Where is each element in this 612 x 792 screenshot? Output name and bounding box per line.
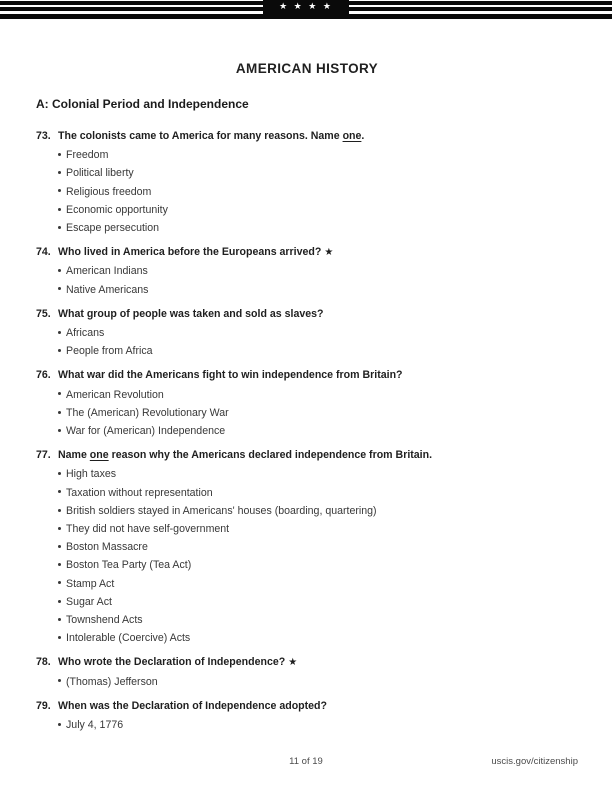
bullet-icon	[58, 472, 61, 475]
answer-text: British soldiers stayed in Americans' houses (boarding, quartering)	[66, 504, 377, 517]
question-text	[58, 305, 578, 324]
answer-item	[58, 538, 578, 556]
question-pre: What group of people was taken and sold as slaves?	[58, 307, 324, 320]
answer-item	[58, 386, 578, 404]
question-pre: When was the Declaration of Independence adopted?	[58, 699, 327, 712]
bullet-icon	[58, 287, 61, 290]
question-block-75	[36, 305, 578, 361]
question-block-74	[36, 243, 578, 299]
question-pre: Name	[58, 449, 90, 462]
answer-list	[36, 716, 578, 734]
underlined-word: one	[342, 130, 362, 142]
question-post: reason why the Americans declared independence from Britain.	[108, 449, 433, 462]
answer-item	[58, 342, 578, 360]
bullet-icon	[58, 331, 61, 334]
question-number: 74.	[36, 246, 51, 259]
answer-text: High taxes	[66, 468, 117, 481]
answer-list	[36, 465, 578, 647]
answer-item	[58, 201, 578, 219]
answer-text: Political liberty	[66, 167, 134, 180]
bullet-icon	[58, 189, 61, 192]
question-pre: What war did the Americans fight to win independence from Britain?	[58, 369, 403, 382]
answer-text: Townshend Acts	[66, 614, 143, 627]
bullet-icon	[58, 581, 61, 584]
answer-item	[58, 484, 578, 502]
question-pre: The colonists came to America for many reasons. Name	[58, 130, 343, 142]
answer-item	[58, 404, 578, 422]
question-number: 79.	[36, 699, 51, 712]
answer-item	[58, 422, 578, 440]
answer-text: Religious freedom	[66, 185, 152, 198]
question-post: .	[361, 130, 365, 142]
answer-text: Escape persecution	[66, 222, 160, 235]
answer-item	[58, 281, 578, 299]
answer-list	[36, 262, 578, 298]
answer-item	[58, 465, 578, 483]
question-number: 76.	[36, 369, 51, 382]
question-line	[36, 446, 578, 465]
question-line	[36, 243, 578, 262]
answer-item	[58, 502, 578, 520]
question-pre: Who lived in America before the Europeans arrived?	[58, 246, 322, 259]
question-number: 73.	[36, 130, 51, 142]
bullet-icon	[58, 723, 61, 726]
answer-text: Intolerable (Coercive) Acts	[66, 632, 191, 645]
answer-text: Boston Tea Party (Tea Act)	[66, 559, 192, 572]
question-block-73	[36, 127, 578, 237]
answer-item	[58, 556, 578, 574]
question-line	[36, 366, 578, 385]
question-number: 75.	[36, 307, 51, 320]
question-block-79	[36, 697, 578, 734]
answer-text: American Indians	[66, 265, 148, 278]
answer-item	[58, 673, 578, 691]
bullet-icon	[58, 509, 61, 512]
answer-item	[58, 575, 578, 593]
bullet-icon	[58, 392, 61, 395]
question-line	[36, 697, 578, 716]
answer-item	[58, 716, 578, 734]
question-pre: Who wrote the Declaration of Independence?	[58, 656, 286, 669]
bullet-icon	[58, 600, 61, 603]
stars-icon: ★ ★ ★ ★	[279, 1, 333, 11]
question-block-78	[36, 653, 578, 690]
answer-text: Economic opportunity	[66, 203, 168, 216]
answer-item	[58, 324, 578, 342]
page-number: 11 of 19	[289, 756, 323, 767]
answer-text: (Thomas) Jefferson	[66, 675, 158, 688]
answer-text: Freedom	[66, 149, 109, 162]
bullet-icon	[58, 545, 61, 548]
question-line	[36, 127, 578, 146]
flag-banner	[0, 0, 612, 19]
starred-question-icon: ★	[324, 247, 334, 259]
bullet-icon	[58, 618, 61, 621]
answer-list	[36, 386, 578, 441]
bullet-icon	[58, 490, 61, 493]
answer-text: War for (American) Independence	[66, 425, 226, 438]
answer-list	[36, 324, 578, 360]
answer-item	[58, 146, 578, 164]
answer-text: Taxation without representation	[66, 486, 213, 499]
answer-text: Sugar Act	[66, 595, 112, 608]
question-line	[36, 653, 578, 672]
question-number: 78.	[36, 656, 51, 669]
answer-item	[58, 219, 578, 237]
question-text	[58, 366, 578, 385]
bullet-icon	[58, 349, 61, 352]
question-text	[58, 697, 578, 716]
answer-item	[58, 164, 578, 182]
question-line	[36, 305, 578, 324]
answer-text: People from Africa	[66, 345, 153, 358]
answer-list	[36, 673, 578, 691]
bullet-icon	[58, 563, 61, 566]
answer-text: Native Americans	[66, 283, 149, 296]
question-number: 77.	[36, 449, 51, 462]
question-text	[58, 446, 578, 465]
page-footer	[0, 756, 612, 768]
bullet-icon	[58, 411, 61, 414]
website-link[interactable]: uscis.gov/citizenship	[491, 756, 578, 767]
starred-question-icon: ★	[288, 657, 298, 669]
answer-text: American Revolution	[66, 388, 164, 401]
answer-item	[58, 629, 578, 647]
answer-item	[58, 593, 578, 611]
question-text	[58, 127, 578, 146]
question-block-76	[36, 366, 578, 440]
answer-text: Africans	[66, 327, 105, 340]
answer-text: Stamp Act	[66, 577, 115, 590]
underlined-word: one	[89, 449, 109, 462]
answer-list	[36, 146, 578, 237]
question-block-77	[36, 446, 578, 647]
answer-item	[58, 183, 578, 201]
answer-item	[58, 520, 578, 538]
bullet-icon	[58, 429, 61, 432]
answer-text: They did not have self-government	[66, 523, 230, 536]
bullet-icon	[58, 636, 61, 639]
bullet-icon	[58, 226, 61, 229]
question-text	[58, 243, 578, 262]
bullet-icon	[58, 208, 61, 211]
page-title: AMERICAN HISTORY	[235, 61, 379, 76]
bullet-icon	[58, 269, 61, 272]
banner-star-box	[263, 0, 349, 19]
question-text	[58, 653, 578, 672]
bullet-icon	[58, 679, 61, 682]
bullet-icon	[58, 153, 61, 156]
answer-text: July 4, 1776	[66, 719, 124, 732]
page-content	[0, 61, 612, 734]
answer-text: The (American) Revolutionary War	[66, 406, 229, 419]
answer-item	[58, 611, 578, 629]
answer-item	[58, 262, 578, 280]
bullet-icon	[58, 527, 61, 530]
answer-text: Boston Massacre	[66, 541, 148, 554]
section-heading: A: Colonial Period and Independence	[36, 97, 249, 111]
bullet-icon	[58, 171, 61, 174]
